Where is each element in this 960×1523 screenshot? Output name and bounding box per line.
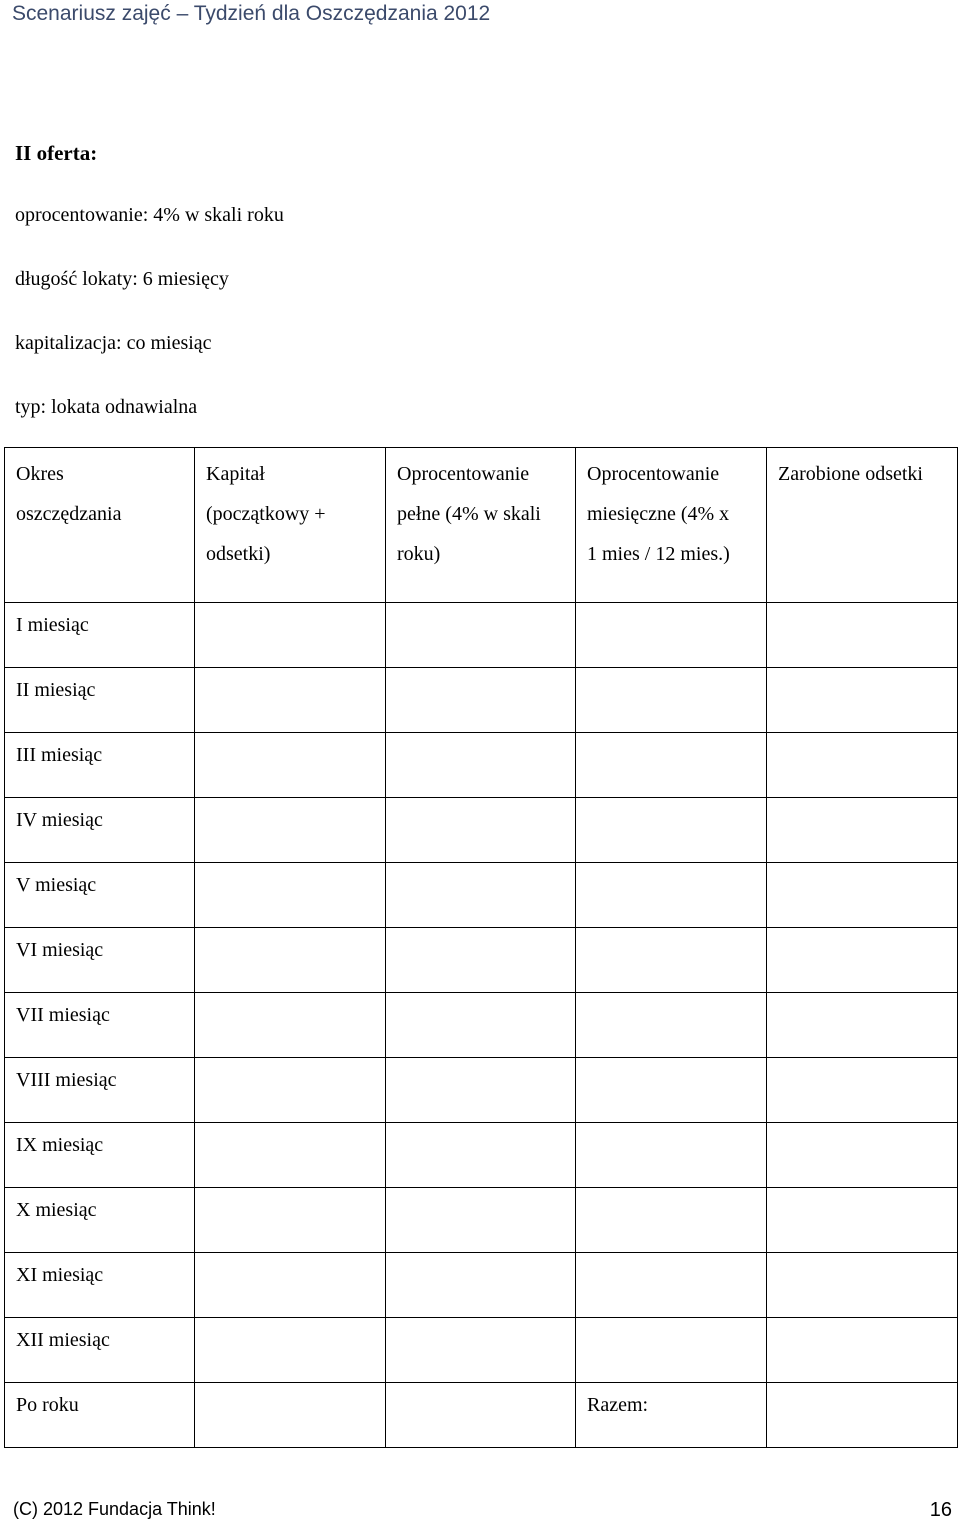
capital-cell[interactable] bbox=[195, 1123, 386, 1188]
capital-cell[interactable] bbox=[195, 1318, 386, 1383]
annual-rate-cell[interactable] bbox=[386, 1188, 576, 1253]
interest-cell[interactable] bbox=[767, 603, 958, 668]
row-label: XII miesiąc bbox=[5, 1318, 195, 1383]
param-deposit-type: typ: lokata odnawialna bbox=[15, 396, 198, 418]
capital-cell[interactable] bbox=[195, 668, 386, 733]
interest-cell[interactable] bbox=[767, 993, 958, 1058]
summary-capital-cell[interactable] bbox=[195, 1383, 386, 1448]
total-label: Razem: bbox=[576, 1383, 767, 1448]
monthly-rate-cell[interactable] bbox=[576, 798, 767, 863]
interest-cell[interactable] bbox=[767, 1318, 958, 1383]
page-number: 16 bbox=[929, 1499, 952, 1521]
summary-label: Po roku bbox=[5, 1383, 195, 1448]
monthly-rate-cell[interactable] bbox=[576, 1058, 767, 1123]
monthly-rate-cell[interactable] bbox=[576, 1123, 767, 1188]
annual-rate-cell[interactable] bbox=[386, 863, 576, 928]
header-earned-interest: Zarobione odsetki bbox=[767, 448, 958, 603]
annual-rate-cell[interactable] bbox=[386, 1318, 576, 1383]
summary-annual-rate-cell[interactable] bbox=[386, 1383, 576, 1448]
table-row bbox=[5, 1253, 958, 1318]
row-label: VI miesiąc bbox=[5, 928, 195, 993]
interest-cell[interactable] bbox=[767, 798, 958, 863]
interest-cell[interactable] bbox=[767, 1123, 958, 1188]
interest-cell[interactable] bbox=[767, 733, 958, 798]
annual-rate-cell[interactable] bbox=[386, 1253, 576, 1318]
monthly-rate-cell[interactable] bbox=[576, 993, 767, 1058]
total-interest-cell[interactable] bbox=[767, 1383, 958, 1448]
table-row bbox=[5, 1123, 958, 1188]
row-label: I miesiąc bbox=[5, 603, 195, 668]
table-row bbox=[5, 993, 958, 1058]
row-label: IV miesiąc bbox=[5, 798, 195, 863]
row-label: VIII miesiąc bbox=[5, 1058, 195, 1123]
table-row bbox=[5, 798, 958, 863]
capital-cell[interactable] bbox=[195, 1058, 386, 1123]
capital-cell[interactable] bbox=[195, 928, 386, 993]
capital-cell[interactable] bbox=[195, 798, 386, 863]
monthly-rate-cell[interactable] bbox=[576, 1188, 767, 1253]
annual-rate-cell[interactable] bbox=[386, 603, 576, 668]
row-label: VII miesiąc bbox=[5, 993, 195, 1058]
interest-cell[interactable] bbox=[767, 1058, 958, 1123]
interest-cell[interactable] bbox=[767, 1188, 958, 1253]
monthly-rate-cell[interactable] bbox=[576, 668, 767, 733]
capital-cell[interactable] bbox=[195, 1253, 386, 1318]
row-label: IX miesiąc bbox=[5, 1123, 195, 1188]
table-row bbox=[5, 863, 958, 928]
annual-rate-cell[interactable] bbox=[386, 993, 576, 1058]
annual-rate-cell[interactable] bbox=[386, 1058, 576, 1123]
param-interest-rate: oprocentowanie: 4% w skali roku bbox=[15, 204, 284, 226]
table-row bbox=[5, 733, 958, 798]
footer-copyright: (C) 2012 Fundacja Think! bbox=[13, 1499, 216, 1519]
interest-cell[interactable] bbox=[767, 863, 958, 928]
monthly-rate-cell[interactable] bbox=[576, 603, 767, 668]
header-title: Scenariusz zajęć – Tydzień dla Oszczędzania 2012 bbox=[12, 2, 491, 25]
capital-cell[interactable] bbox=[195, 733, 386, 798]
table-row bbox=[5, 668, 958, 733]
row-label: V miesiąc bbox=[5, 863, 195, 928]
table-row bbox=[5, 928, 958, 993]
offer-title: II oferta: bbox=[15, 141, 98, 165]
row-label: X miesiąc bbox=[5, 1188, 195, 1253]
capital-cell[interactable] bbox=[195, 603, 386, 668]
interest-cell[interactable] bbox=[767, 1253, 958, 1318]
table-row bbox=[5, 1058, 958, 1123]
row-label: XI miesiąc bbox=[5, 1253, 195, 1318]
savings-table bbox=[4, 447, 958, 1448]
annual-rate-cell[interactable] bbox=[386, 733, 576, 798]
monthly-rate-cell[interactable] bbox=[576, 1253, 767, 1318]
header-annual-rate: Oprocentowanie pełne (4% w skali roku) bbox=[386, 448, 576, 603]
param-deposit-length: długość lokaty: 6 miesięcy bbox=[15, 268, 229, 290]
capital-cell[interactable] bbox=[195, 993, 386, 1058]
table-row bbox=[5, 1318, 958, 1383]
row-label: II miesiąc bbox=[5, 668, 195, 733]
summary-row bbox=[5, 1383, 958, 1448]
monthly-rate-cell[interactable] bbox=[576, 863, 767, 928]
header-capital: Kapitał (początkowy + odsetki) bbox=[195, 448, 386, 603]
annual-rate-cell[interactable] bbox=[386, 668, 576, 733]
table-row bbox=[5, 1188, 958, 1253]
capital-cell[interactable] bbox=[195, 1188, 386, 1253]
monthly-rate-cell[interactable] bbox=[576, 928, 767, 993]
row-label: III miesiąc bbox=[5, 733, 195, 798]
param-capitalization: kapitalizacja: co miesiąc bbox=[15, 332, 212, 354]
annual-rate-cell[interactable] bbox=[386, 798, 576, 863]
interest-cell[interactable] bbox=[767, 668, 958, 733]
table-row bbox=[5, 603, 958, 668]
monthly-rate-cell[interactable] bbox=[576, 733, 767, 798]
annual-rate-cell[interactable] bbox=[386, 928, 576, 993]
header-period: Okres oszczędzania bbox=[5, 448, 195, 603]
interest-cell[interactable] bbox=[767, 928, 958, 993]
table-header-row bbox=[5, 448, 958, 603]
capital-cell[interactable] bbox=[195, 863, 386, 928]
header-monthly-rate: Oprocentowanie miesięczne (4% x 1 mies / 12 mies.) bbox=[576, 448, 767, 603]
annual-rate-cell[interactable] bbox=[386, 1123, 576, 1188]
monthly-rate-cell[interactable] bbox=[576, 1318, 767, 1383]
